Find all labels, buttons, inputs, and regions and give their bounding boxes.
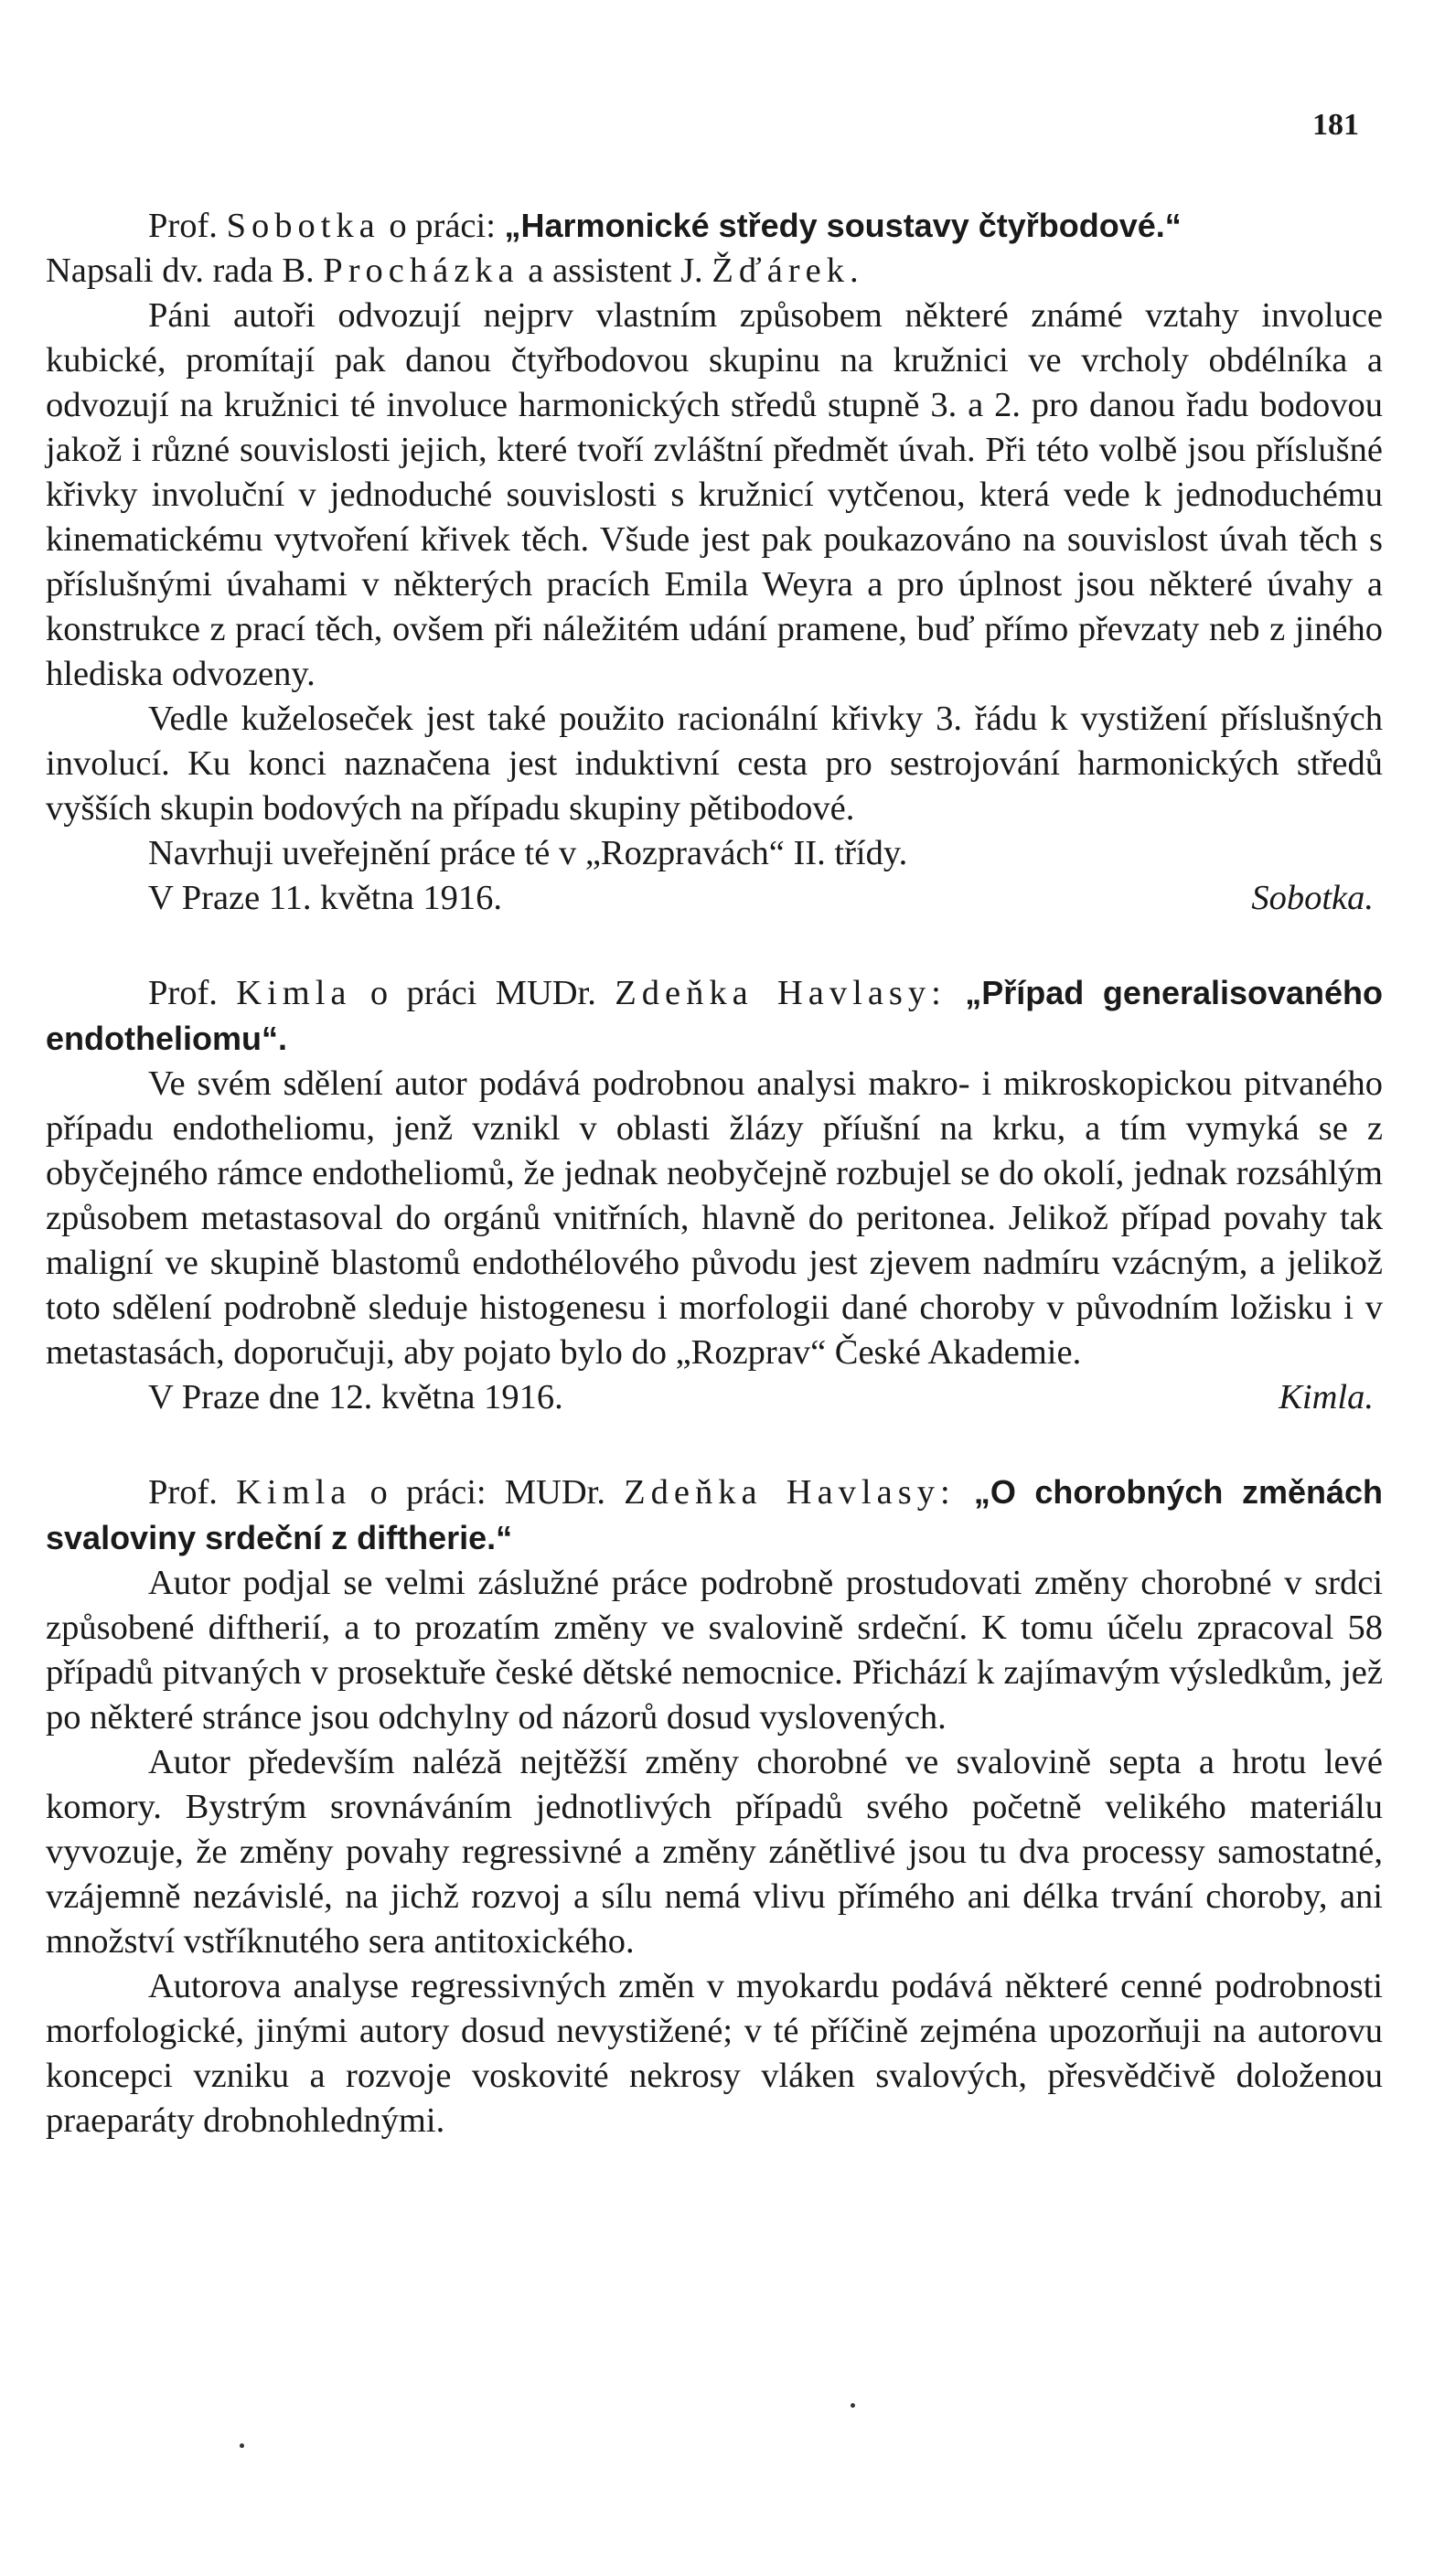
page-content — [46, 203, 1383, 2193]
paragraph: Páni autoři odvozují nejprv vlastním způsobem některé známé vztahy involuce kubické, promítají pak danou čtyřbodovou skupinu na kružnici ve vrcholy obdélníka a odvozují na kružnici té involuce harmonických středů stupně 3. a 2. pro danou řadu bodovou jakož i různé souvislosti jejich, které tvoří zvláštní předmět úvah. Při této volbě jsou příslušné křivky involuční v jednoduché souvislosti s kružnicí vytčenou, která vede k jednoduchému kinematickému vytvoření křivek těch. Všude jest pak poukazováno na souvislost úvah těch s příslušnými úvahami v některých pracích Emila Weyra a pro úplnost jsou některé úvahy a konstrukce z prací těch, ovšem při náležitém udání pramene, buď přímo převzaty neb z jiného hlediska odvozeny. — [46, 296, 1383, 693]
paragraph: Autorova analyse regressivných změn v myokardu podává některé cenné podrobnosti morfologické, jinými autory dosud nevystižené; v té příčině zejména upozorňuji na autorovu koncepci vzniku a rozvoje voskovité nekrosy vláken svalových, přesvědčivě doloženou praeparáty drobnohlednými. — [46, 1967, 1383, 2140]
heading-prefix: Prof. — [148, 207, 218, 245]
reviewer-name: Kimla — [236, 974, 352, 1012]
print-speck — [851, 2403, 855, 2408]
heading-middle: o práci: — [389, 207, 496, 245]
heading-middle: o práci MUDr. — [369, 974, 596, 1012]
paragraph: Ve svém sdělení autor podává podrobnou analysi makro- i mikroskopickou pitvaného případu endotheliomu, jenž vznikl v oblasti žlázy příušní na krku, a tím vymyká se z obyčejného rámce endotheliomů, že jednak neobyčejně rozbujel se do okolí, jednak rozsáhlým způsobem metastasoval do orgánů vnitřních, hlavně do peritonea. Jelikož případ povahy tak maligní ve skupině blastomů endothélového původu jest zjevem nadmíru vzácným, a jelikož toto sdělení podrobně sleduje histogenesu i morfologii dané choroby v původním ložisku i v metastasách, doporučuji, aby pojato bylo do „Rozprav“ České Akademie. — [46, 1064, 1383, 1372]
signature: Kimla. — [1279, 1378, 1374, 1416]
report-kimla-1 — [46, 970, 1383, 1420]
work-title: „Harmonické středy soustavy čtyřbodové.“ — [504, 207, 1182, 244]
paragraph: Vedle kuželoseček jest také použito racionální křivky 3. řádu k vystižení příslušných involucí. Ku konci naznačena jest induktivní cesta pro sestrojování harmonických středů vyšších skupin bodových na případu skupiny pětibodové. — [46, 700, 1383, 828]
print-speck — [240, 2443, 244, 2448]
report-heading — [46, 203, 1383, 249]
paragraph: Autor podjal se velmi záslužné práce podrobně prostudovati změny chorobné v srdci způsobené diftherií, a to prozatím změny ve svalovině srdeční. K tomu účelu zpracoval 58 případů pitvaných v prosektuře české dětské nemocnice. Přichází k zajímavým výsledkům, jež po některé stránce jsou odchylny od názorů dosud vyslovených. — [46, 1564, 1383, 1737]
report-heading — [46, 970, 1383, 1062]
paragraph: Autor především naléză nejtěžší změny chorobné ve svalovině septa a hrotu levé komory. Bystrým srovnáváním jednotlivých případů svého početně velikého materiálu vyvozuje, že změny povahy regressivné a změny zánětlivé jsou tu dva processy samostatné, vzájemně nezávislé, na jichž rozvoj a sílu nemá vlivu přímého ani délka trvání choroby, ani množství vstříknutého sera antitoxického. — [46, 1743, 1383, 1961]
paragraph: Navrhuji uveřejnění práce té v „Rozpravách“ II. třídy. — [148, 834, 908, 872]
work-title: „Případ generalisovaného endotheliomu“. — [46, 974, 1384, 1057]
author-name: Zdeňka Havlasy: — [615, 974, 947, 1012]
page-number: 181 — [1312, 108, 1359, 142]
reviewer-name: Kimla — [236, 1473, 352, 1512]
signature: Sobotka. — [1251, 879, 1374, 917]
place-date: V Praze dne 12. května 1916. — [148, 1378, 563, 1416]
authors-prefix: Napsali dv. rada B. — [46, 251, 315, 290]
signoff — [46, 1375, 1383, 1420]
report-sobotka — [46, 203, 1383, 921]
work-title: „O chorobných změnách svaloviny srdeční z diftherie.“ — [46, 1473, 1384, 1556]
authors-middle: a assistent J. — [528, 251, 703, 290]
coauthor-name: Procházka — [323, 251, 519, 290]
author-name: Zdeňka Havlasy: — [624, 1473, 956, 1512]
signoff — [46, 876, 1383, 921]
authors-line — [46, 249, 1383, 294]
heading-prefix: Prof. — [148, 974, 218, 1012]
heading-middle: o práci: MUDr. — [369, 1473, 605, 1512]
heading-prefix: Prof. — [148, 1473, 218, 1512]
report-kimla-2 — [46, 1470, 1383, 2143]
reviewer-name: Sobotka — [226, 207, 380, 245]
report-heading — [46, 1470, 1383, 1561]
place-date: V Praze 11. května 1916. — [148, 879, 503, 917]
coauthor-name: Žďárek. — [712, 251, 864, 290]
